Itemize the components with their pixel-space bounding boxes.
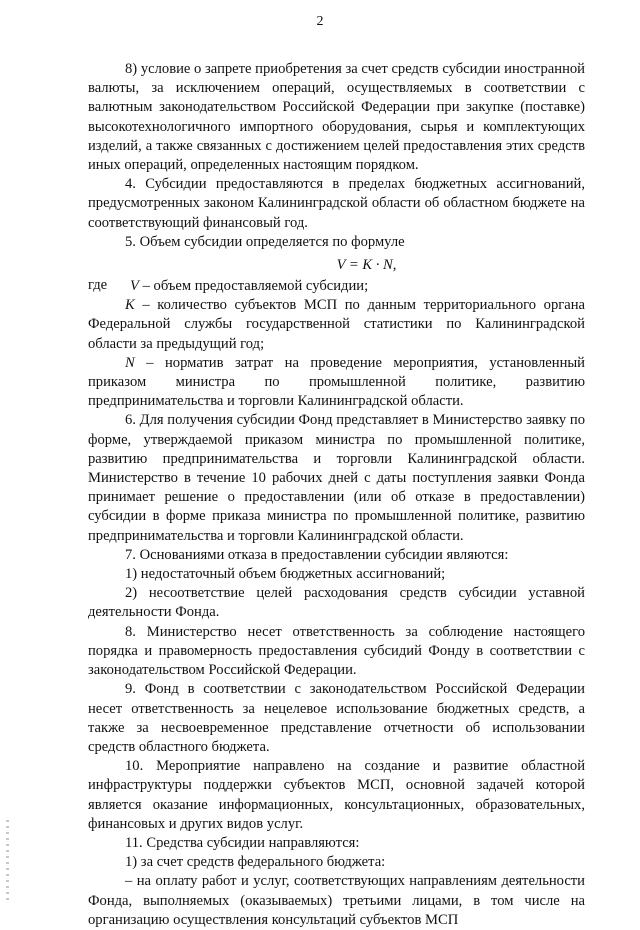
page-number: 2 [316, 14, 324, 29]
section-9-paragraph: 9. Фонд в соответствии с законодательством Российской Федерации несет ответственность за нецелевое использование бюджетных средств, а также за несвоевременное представление отчетности об использовании средств областного бюджета. [88, 681, 585, 755]
legend-v-text: – объем предоставляемой субсидии; [138, 278, 369, 295]
section-11-item-1: 1) за счет средств федерального бюджета: [125, 854, 386, 871]
legend-v [88, 277, 585, 296]
symbol-v: V [130, 278, 139, 295]
formula-legend [88, 277, 585, 411]
section-10-paragraph: 10. Мероприятие направлено на создание и развитие областной инфраструктуры поддержки субъектов МСП, основной задачей которой является оказание информационных, консультационных, образовательных, финансовых и других видов услуг. [88, 758, 585, 832]
subsidy-formula: V = K · N, [336, 257, 397, 274]
section-7-item-2: 2) несоответствие целей расходования средств субсидии уставной деятельности Фонда. [88, 585, 585, 621]
legend-n-text: – норматив затрат на проведение мероприятия, установленный приказом министра по промышленной политике, развитию предпринимательства и торговли Калининградской области. [88, 354, 585, 410]
section-8-paragraph: 8. Министерство несет ответственность за соблюдение настоящего порядка и правомерность предоставления субсидий Фонду в соответствии с законодательством Российской Федерации. [88, 623, 585, 679]
clause-8-currency: 8) условие о запрете приобретения за счет средств субсидии иностранной валюты, за исключением операций, осуществляемых в соответствии с валютным законодательством Российской Федерации при закупке (поставке) высокотехнологичного импортного оборудования, сырья и комплектующих изделий, а также связанных с достижением целей предоставления этих средств иных операций, определенных настоящим порядком. [88, 61, 585, 174]
section-11-dash-item: – на оплату работ и услуг, соответствующих направлениям деятельности Фонда, выполняемых (оказываемых) третьими лицами, в том числе на организацию осуществления консультаций субъектов МСП [88, 873, 585, 928]
scan-margin-marks [6, 820, 9, 900]
section-7-paragraph: 7. Основаниями отказа в предоставлении субсидии являются: [125, 546, 509, 563]
section-11-paragraph: 11. Средства субсидии направляются: [125, 834, 360, 851]
document-body [88, 60, 585, 930]
legend-k [88, 296, 585, 354]
section-6-paragraph: 6. Для получения субсидии Фонд представляет в Министерство заявку по форме, утверждаемой приказом министра по промышленной политике, развитию предпринимательства и торговли Калининградской области. Министерство в течение 10 рабочих дней с даты поступления заявки Фонда принимает решение о предоставлении (или об отказе в предоставлении) субсидии в форме приказа министра по промышленной политике, развитию предпринимательства и торговли Калининградской области. [88, 412, 585, 544]
legend-n [88, 354, 585, 412]
legend-k-text: – количество субъектов МСП по данным территориального органа Федеральной службы государственной статистики по Калининградской области за предыдущий год; [88, 297, 585, 352]
symbol-n: N [125, 354, 135, 371]
section-4-paragraph: 4. Субсидии предоставляются в пределах бюджетных ассигнований, предусмотренных законом Калининградской области об областном бюджете на соответствующий финансовый год. [88, 176, 585, 231]
symbol-k: K [125, 297, 135, 314]
where-label: где [88, 277, 108, 294]
section-7-item-1: 1) недостаточный объем бюджетных ассигнований; [125, 566, 446, 583]
section-5-paragraph: 5. Объем субсидии определяется по формуле [125, 233, 405, 250]
